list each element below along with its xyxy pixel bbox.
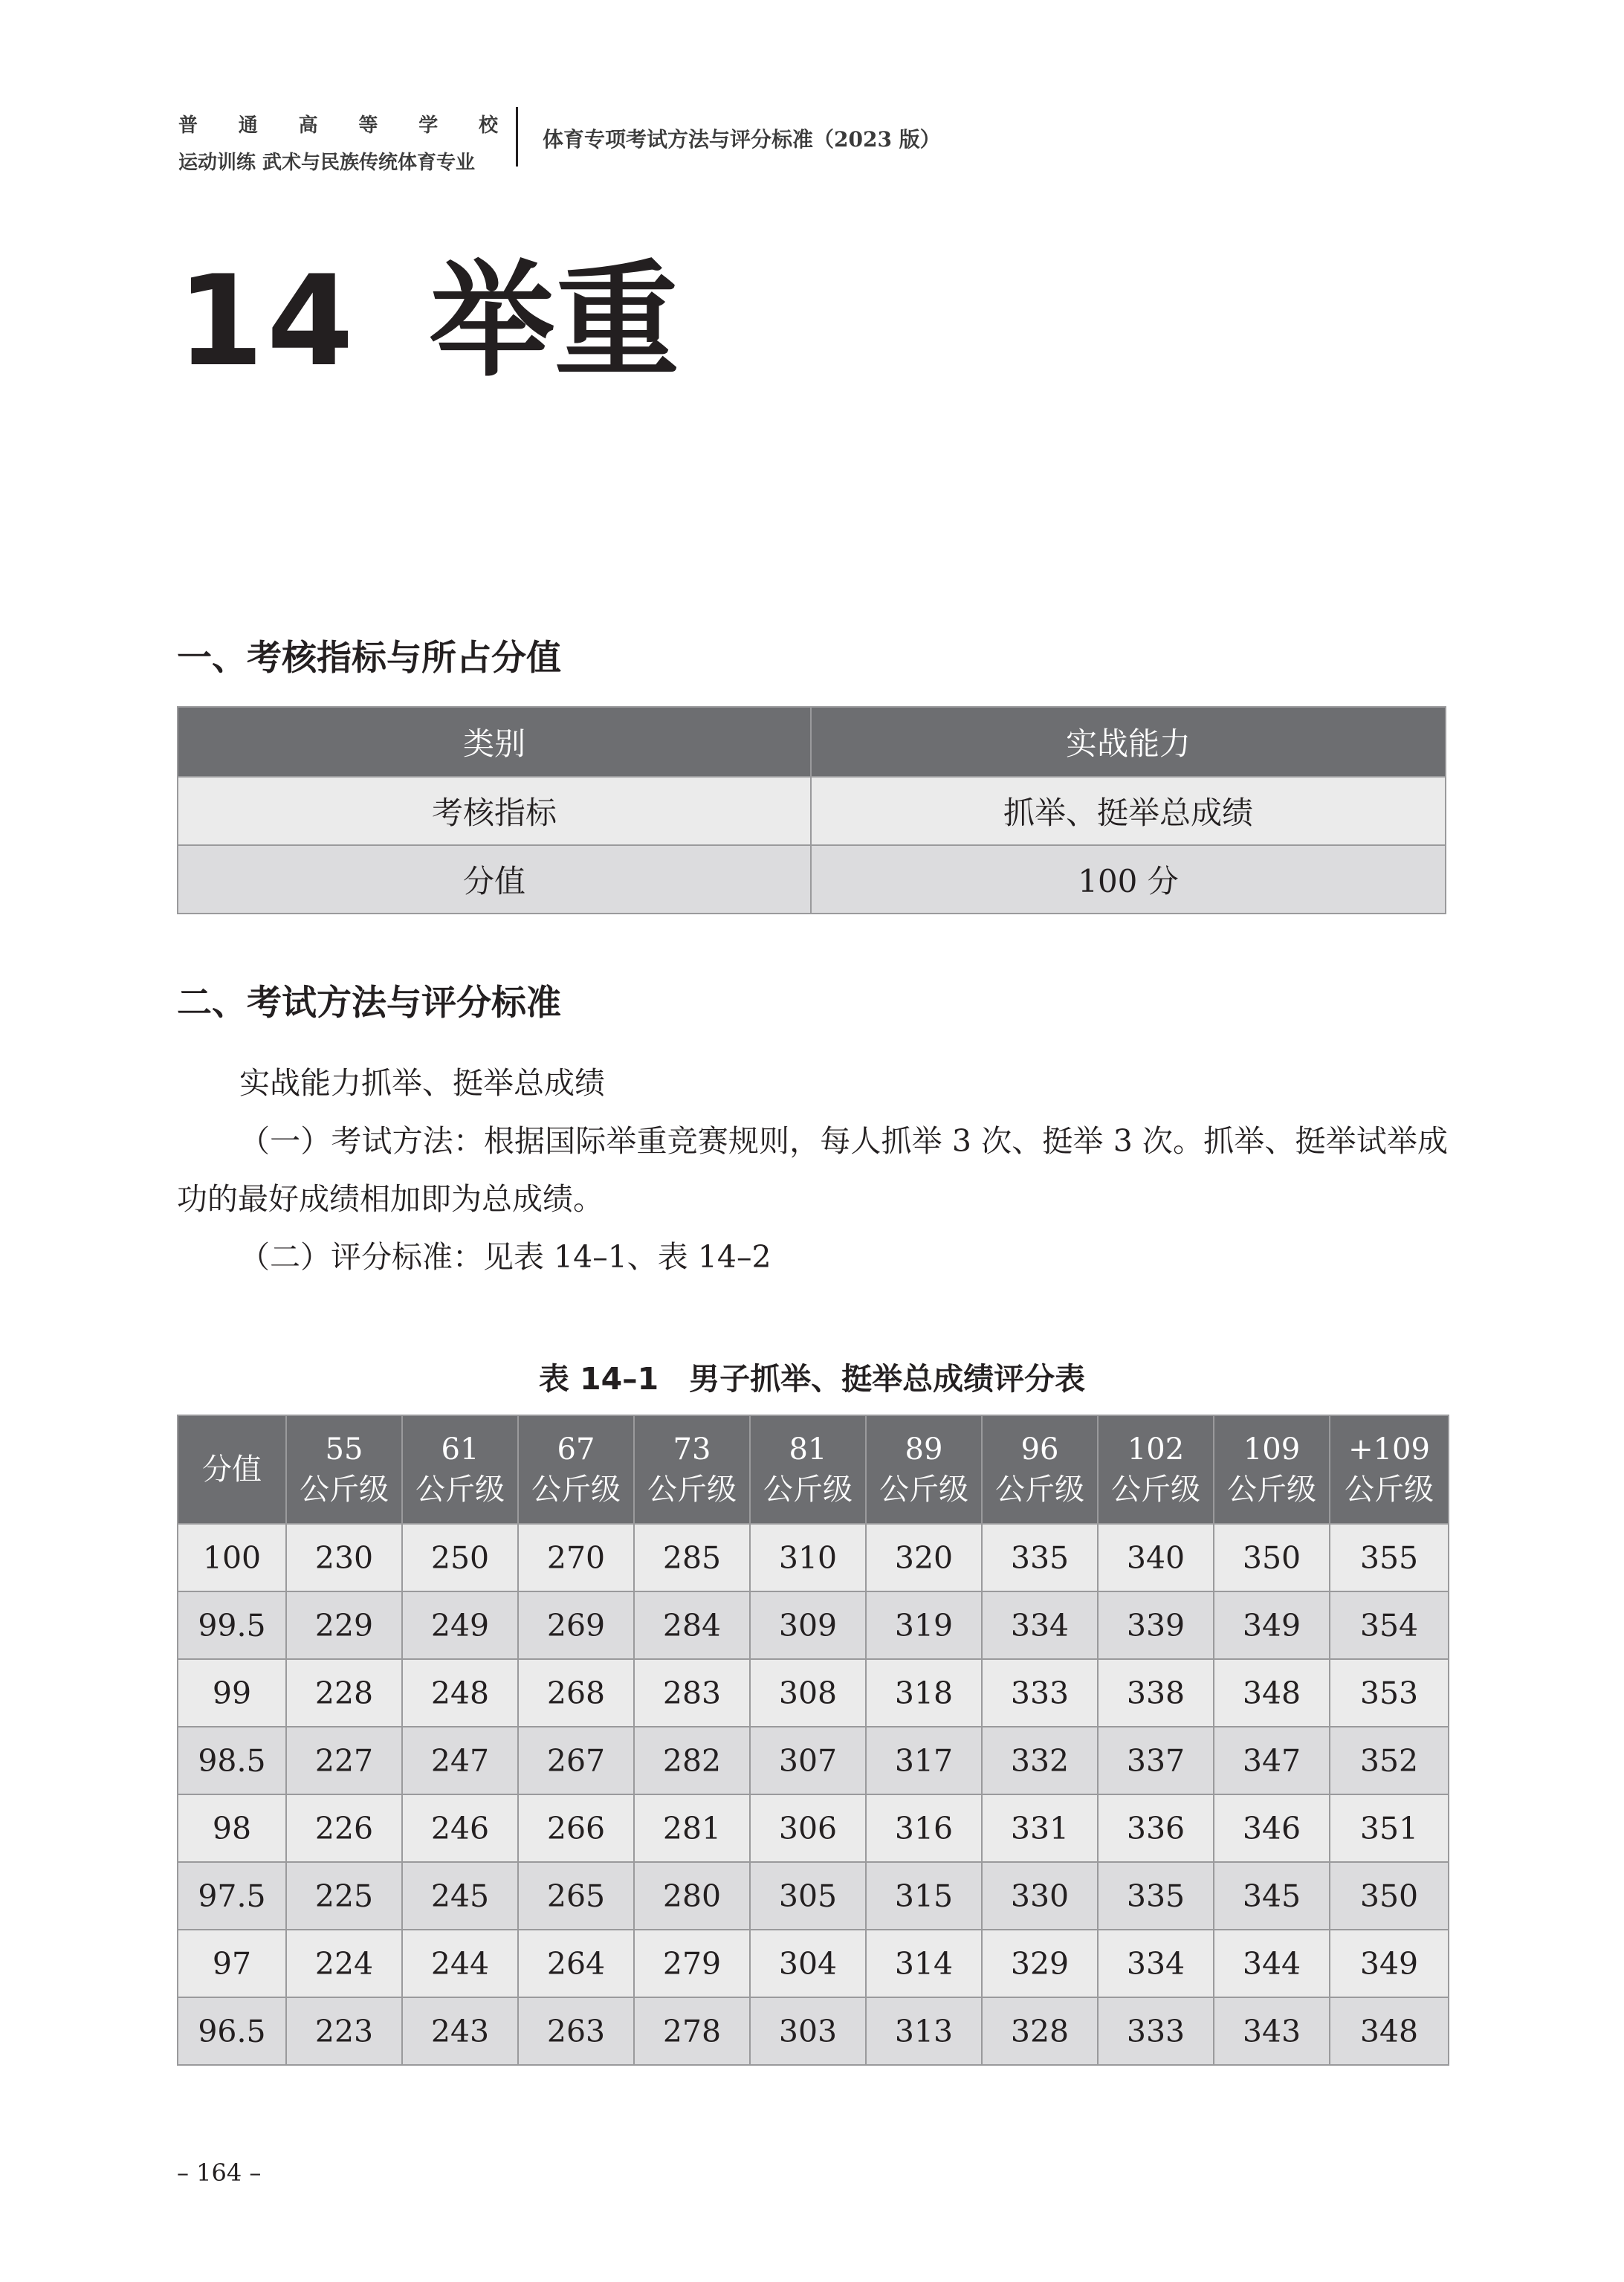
weight-class-header: 109 公斤级 — [1214, 1415, 1330, 1524]
chapter-number: 14 — [177, 248, 357, 394]
school-char: 校 — [478, 114, 498, 137]
lift-total-cell: 280 — [634, 1862, 750, 1930]
lift-total-cell: 345 — [1214, 1862, 1330, 1930]
lift-total-cell: 332 — [982, 1727, 1098, 1794]
school-type-label — [178, 109, 498, 138]
table-row — [178, 1930, 1449, 1997]
weight-class-header: 67 公斤级 — [518, 1415, 634, 1524]
lift-total-cell: 228 — [286, 1659, 402, 1727]
school-char: 高 — [298, 114, 318, 137]
weight-class-header: 96 公斤级 — [982, 1415, 1098, 1524]
chapter-heading — [177, 247, 679, 395]
chapter-title: 举重 — [430, 248, 679, 394]
weight-class-header: 61 公斤级 — [402, 1415, 518, 1524]
table-row — [178, 845, 1446, 914]
lift-total-cell: 266 — [518, 1794, 634, 1862]
lift-total-cell: 334 — [982, 1591, 1098, 1659]
lift-total-cell: 348 — [1330, 1997, 1449, 2065]
score-value-cell: 100 — [178, 1524, 286, 1591]
score-value-cell: 96.5 — [178, 1997, 286, 2065]
lift-total-cell: 264 — [518, 1930, 634, 1997]
lift-total-cell: 315 — [866, 1862, 982, 1930]
lift-total-cell: 329 — [982, 1930, 1098, 1997]
lift-total-cell: 223 — [286, 1997, 402, 2065]
lift-total-cell: 230 — [286, 1524, 402, 1591]
lift-total-cell: 350 — [1214, 1524, 1330, 1591]
lift-total-cell: 340 — [1098, 1524, 1214, 1591]
lift-total-cell: 317 — [866, 1727, 982, 1794]
weight-class-header: +109 公斤级 — [1330, 1415, 1449, 1524]
lift-total-cell: 248 — [402, 1659, 518, 1727]
table-row — [178, 1591, 1449, 1659]
lift-total-cell: 343 — [1214, 1997, 1330, 2065]
lift-total-cell: 305 — [750, 1862, 866, 1930]
lift-total-cell: 269 — [518, 1591, 634, 1659]
table-row — [178, 1659, 1449, 1727]
lift-total-cell: 225 — [286, 1862, 402, 1930]
lift-total-cell: 283 — [634, 1659, 750, 1727]
lift-total-cell: 355 — [1330, 1524, 1449, 1591]
school-char: 普 — [178, 114, 198, 137]
table-caption: 表 14–1 男子抓举、挺举总成绩评分表 — [538, 1361, 1086, 1397]
weight-class-header: 73 公斤级 — [634, 1415, 750, 1524]
lift-total-cell: 281 — [634, 1794, 750, 1862]
page-number: – 164 – — [177, 2159, 262, 2187]
lift-total-cell: 336 — [1098, 1794, 1214, 1862]
lift-total-cell: 263 — [518, 1997, 634, 2065]
table-row — [178, 1524, 1449, 1591]
table-row — [178, 1862, 1449, 1930]
lift-total-cell: 319 — [866, 1591, 982, 1659]
lift-total-cell: 267 — [518, 1727, 634, 1794]
lift-total-cell: 285 — [634, 1524, 750, 1591]
lift-total-cell: 249 — [402, 1591, 518, 1659]
school-char: 等 — [358, 114, 378, 137]
lift-total-cell: 224 — [286, 1930, 402, 1997]
lift-total-cell: 303 — [750, 1997, 866, 2065]
header-divider — [516, 107, 518, 167]
score-value-cell: 97.5 — [178, 1862, 286, 1930]
lift-total-cell: 316 — [866, 1794, 982, 1862]
table-row — [178, 1794, 1449, 1862]
lift-total-cell: 306 — [750, 1794, 866, 1862]
lift-total-cell: 279 — [634, 1930, 750, 1997]
lift-total-cell: 268 — [518, 1659, 634, 1727]
paragraph: 实战能力抓举、挺举总成绩 — [239, 1065, 605, 1101]
lift-total-cell: 338 — [1098, 1659, 1214, 1727]
weight-class-header: 55 公斤级 — [286, 1415, 402, 1524]
book-title: 体育专项考试方法与评分标准（2023 版） — [543, 127, 941, 152]
table-cell: 抓举、挺举总成绩 — [811, 777, 1446, 845]
lift-total-cell: 229 — [286, 1591, 402, 1659]
score-header-cell: 分值 — [178, 1415, 286, 1524]
table-row — [178, 1997, 1449, 2065]
score-table — [177, 1415, 1449, 2066]
school-char: 通 — [238, 114, 258, 137]
table-row — [178, 1727, 1449, 1794]
lift-total-cell: 246 — [402, 1794, 518, 1862]
lift-total-cell: 282 — [634, 1727, 750, 1794]
table-cell: 分值 — [178, 845, 811, 914]
lift-total-cell: 247 — [402, 1727, 518, 1794]
lift-total-cell: 331 — [982, 1794, 1098, 1862]
lift-total-cell: 333 — [982, 1659, 1098, 1727]
lift-total-cell: 245 — [402, 1862, 518, 1930]
lift-total-cell: 320 — [866, 1524, 982, 1591]
lift-total-cell: 352 — [1330, 1727, 1449, 1794]
lift-total-cell: 318 — [866, 1659, 982, 1727]
score-value-cell: 98.5 — [178, 1727, 286, 1794]
lift-total-cell: 244 — [402, 1930, 518, 1997]
lift-total-cell: 243 — [402, 1997, 518, 2065]
score-value-cell: 98 — [178, 1794, 286, 1862]
school-char: 学 — [418, 114, 439, 137]
lift-total-cell: 346 — [1214, 1794, 1330, 1862]
lift-total-cell: 333 — [1098, 1997, 1214, 2065]
lift-total-cell: 354 — [1330, 1591, 1449, 1659]
lift-total-cell: 313 — [866, 1997, 982, 2065]
table-header-cell: 类别 — [178, 707, 811, 777]
lift-total-cell: 310 — [750, 1524, 866, 1591]
weight-class-header: 81 公斤级 — [750, 1415, 866, 1524]
lift-total-cell: 226 — [286, 1794, 402, 1862]
lift-total-cell: 348 — [1214, 1659, 1330, 1727]
lift-total-cell: 308 — [750, 1659, 866, 1727]
section-heading-1: 一、考核指标与所占分值 — [177, 638, 561, 679]
table-row — [178, 777, 1446, 845]
paragraph: （二）评分标准：见表 14–1、表 14–2 — [239, 1239, 771, 1275]
table-header-cell: 实战能力 — [811, 707, 1446, 777]
lift-total-cell: 314 — [866, 1930, 982, 1997]
lift-total-cell: 349 — [1330, 1930, 1449, 1997]
lift-total-cell: 278 — [634, 1997, 750, 2065]
table-cell: 考核指标 — [178, 777, 811, 845]
indicator-table — [177, 706, 1446, 914]
score-table-header-row — [178, 1415, 1449, 1524]
section-heading-2: 二、考试方法与评分标准 — [177, 983, 561, 1024]
lift-total-cell: 337 — [1098, 1727, 1214, 1794]
body-text — [177, 1054, 1448, 1286]
lift-total-cell: 304 — [750, 1930, 866, 1997]
lift-total-cell: 335 — [982, 1524, 1098, 1591]
lift-total-cell: 328 — [982, 1997, 1098, 2065]
lift-total-cell: 344 — [1214, 1930, 1330, 1997]
lift-total-cell: 227 — [286, 1727, 402, 1794]
lift-total-cell: 330 — [982, 1862, 1098, 1930]
lift-total-cell: 335 — [1098, 1862, 1214, 1930]
lift-total-cell: 339 — [1098, 1591, 1214, 1659]
lift-total-cell: 270 — [518, 1524, 634, 1591]
lift-total-cell: 309 — [750, 1591, 866, 1659]
lift-total-cell: 350 — [1330, 1862, 1449, 1930]
lift-total-cell: 349 — [1214, 1591, 1330, 1659]
running-header-left — [178, 109, 498, 175]
paragraph: （一）考试方法：根据国际举重竞赛规则，每人抓举 3 次、挺举 3 次。抓举、挺举试举成功的最好成绩相加即为总成绩。 — [177, 1123, 1448, 1217]
score-value-cell: 97 — [178, 1930, 286, 1997]
lift-total-cell: 353 — [1330, 1659, 1449, 1727]
score-value-cell: 99.5 — [178, 1591, 286, 1659]
weight-class-header: 89 公斤级 — [866, 1415, 982, 1524]
lift-total-cell: 250 — [402, 1524, 518, 1591]
table-cell: 100 分 — [811, 845, 1446, 914]
weight-class-header: 102 公斤级 — [1098, 1415, 1214, 1524]
major-label: 运动训练 武术与民族传统体育专业 — [178, 152, 476, 174]
lift-total-cell: 351 — [1330, 1794, 1449, 1862]
lift-total-cell: 334 — [1098, 1930, 1214, 1997]
lift-total-cell: 307 — [750, 1727, 866, 1794]
lift-total-cell: 284 — [634, 1591, 750, 1659]
lift-total-cell: 347 — [1214, 1727, 1330, 1794]
lift-total-cell: 265 — [518, 1862, 634, 1930]
score-value-cell: 99 — [178, 1659, 286, 1727]
